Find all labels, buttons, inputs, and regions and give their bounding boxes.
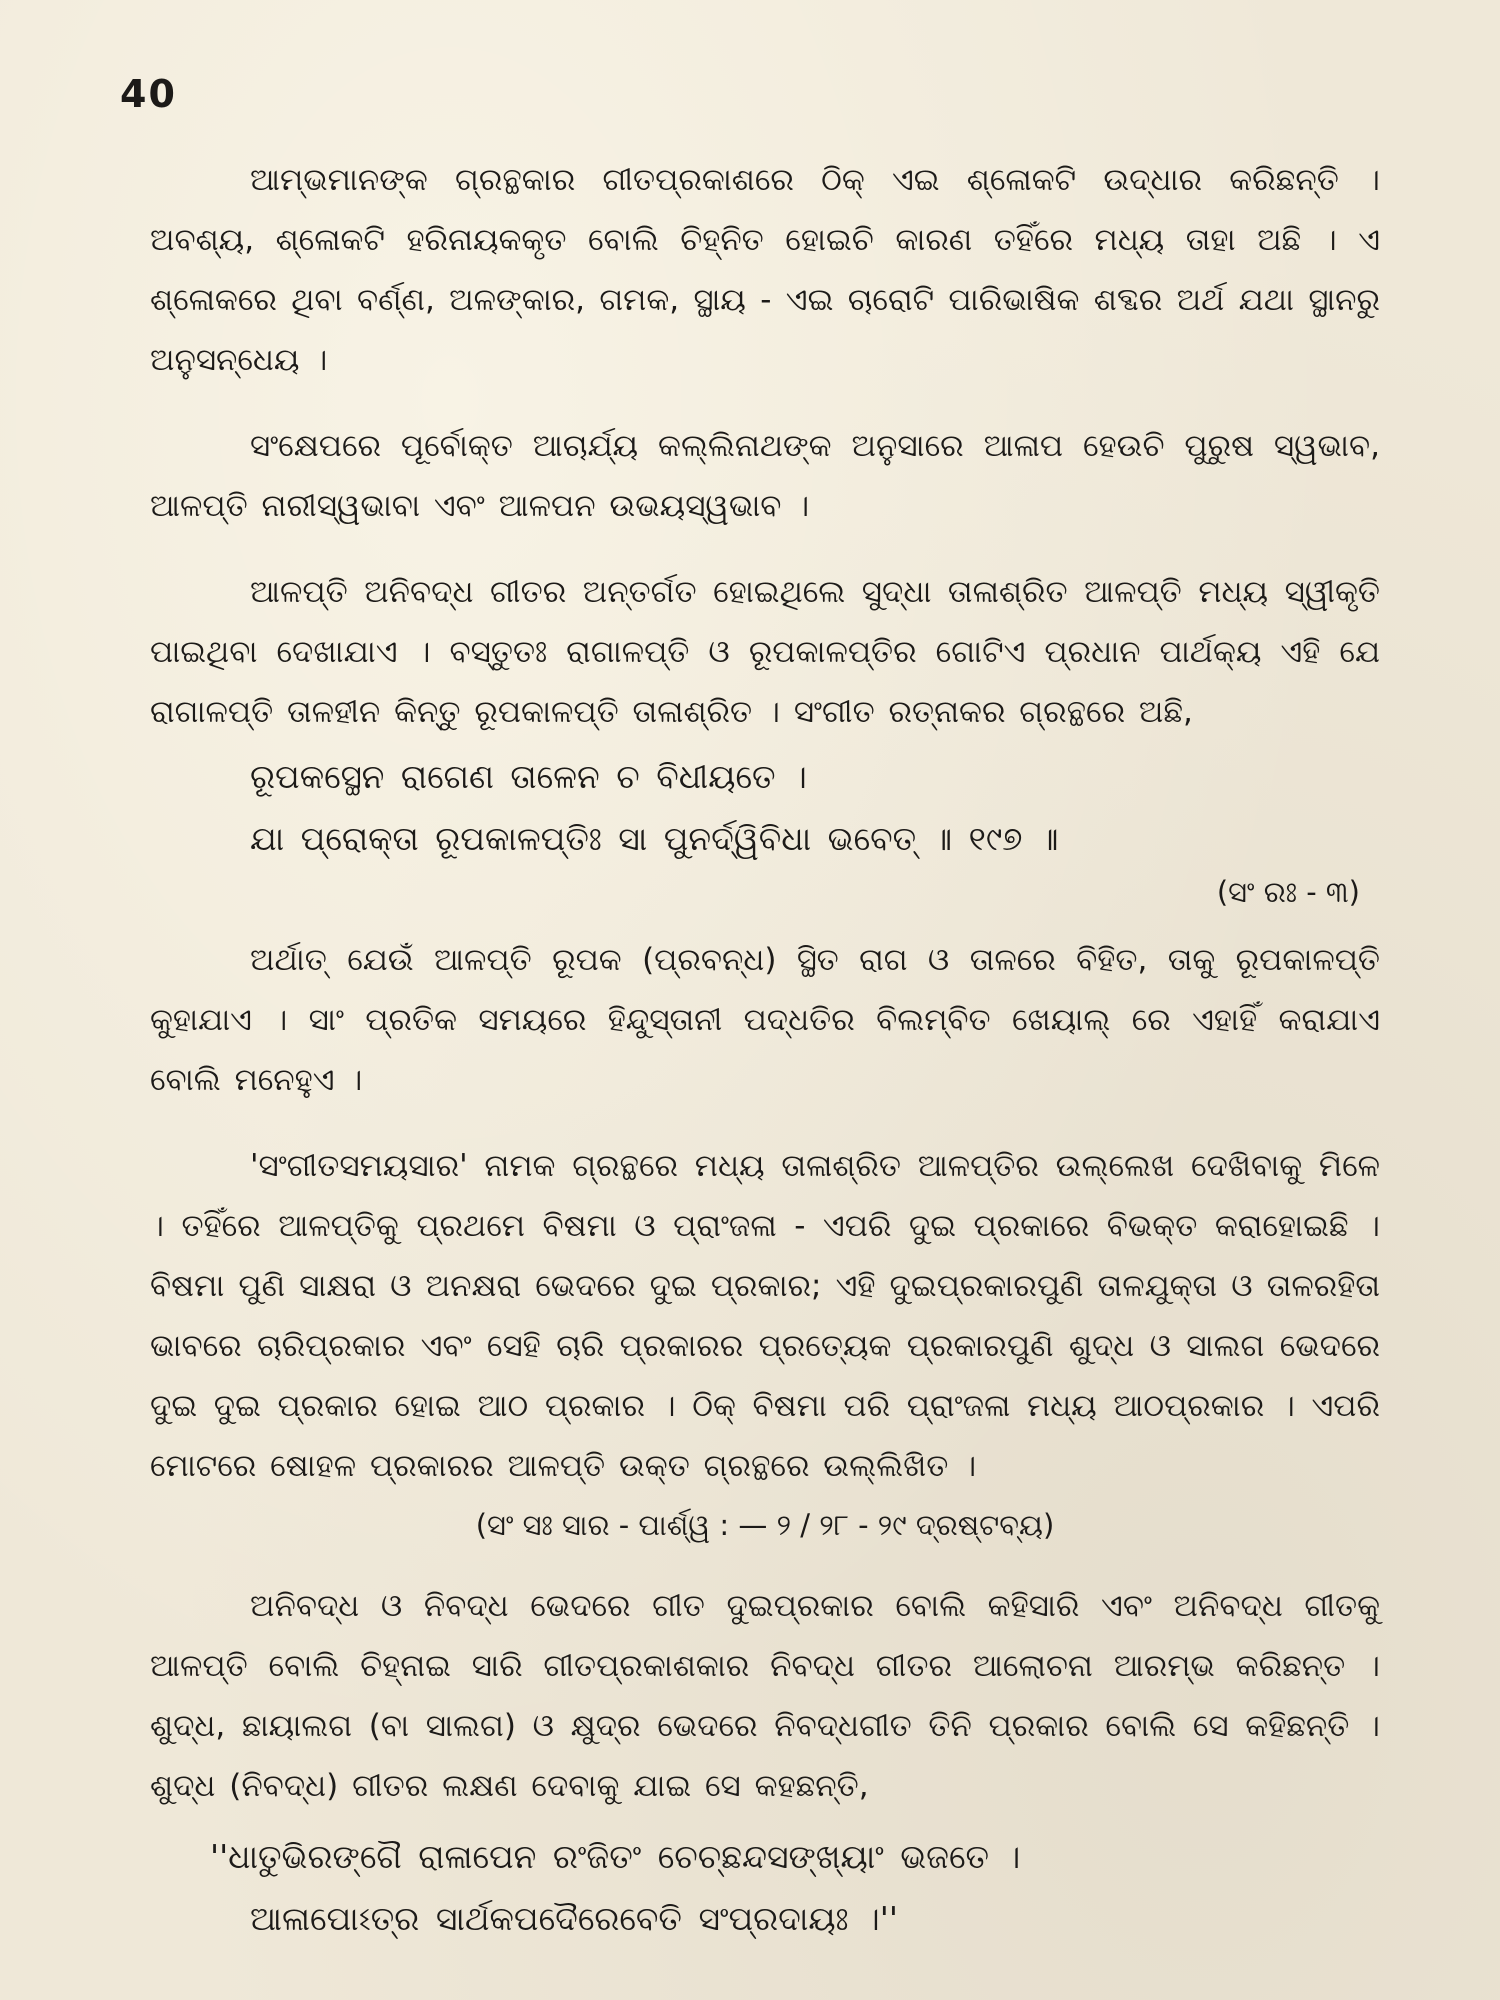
verse-2-line-1: ''ଧାତୁଭିରଙ୍ଗୈ ରାଳାପେନ ରଂଜିତଂ ଚେଚ୍ଛନ୍ଦସଙ୍ଖ୍ୟାଂ ଭଜତେ । xyxy=(210,1837,1021,1876)
paragraph-2: ସଂକ୍ଷେପରେ ପୂର୍ବୋକ୍ତ ଆଚାର୍ଯ୍ୟ କଲ୍ଲିନାଥଙ୍କ ଅନୁସାରେ ଆଳାପ ହେଉଚି ପୁରୁଷ ସ୍ୱଭାବ, ଆଳପ୍ତି ନାରୀସ୍ୱଭାବା ଏବଂ ଆଳପନ ଉଭୟସ୍ୱଭାବ । xyxy=(150,428,1380,524)
paragraph-6: ଅନିବଦ୍ଧ ଓ ନିବଦ୍ଧ ଭେଦରେ ଗୀତ ଦୁଇପ୍ରକାର ବୋଲି କହିସାରି ଏବଂ ଅନିବଦ୍ଧ ଗୀତକୁ ଆଳପ୍ତି ବୋଲି ଚିହ୍ନାଇ ସାରି ଗୀତପ୍ରକାଶକାର ନିବଦ୍ଧ ଗୀତର ଆଲୋଚନା ଆରମ୍ଭ କରିଛନ୍ତ । ଶୁଦ୍ଧ, ଛାୟାଲଗ (ବା ସାଲଗ) ଓ କ୍ଷୁଦ୍ର ଭେଦରେ ନିବଦ୍ଧଗୀତ ତିନି ପ୍ରକାର ବୋଲି ସେ କହିଛନ୍ତି । ଶୁଦ୍ଧ (ନିବଦ୍ଧ) ଗୀତର ଲକ୍ଷଣ ଦେବାକୁ ଯାଇ ସେ କହଛନ୍ତି, xyxy=(150,1588,1380,1804)
paragraph-1: ଆମ୍ଭମାନଙ୍କ ଗ୍ରନ୍ଥକାର ଗୀତପ୍ରକାଶରେ ଠିକ୍ ଏଇ ଶ୍ଳୋକଟି ଉଦ୍ଧାର କରିଛନ୍ତି । ଅବଶ୍ୟ, ଶ୍ଳୋକଟି ହରିନାୟକକୃତ ବୋଲି ଚିହ୍ନିତ ହୋଇଚି କାରଣ ତହିଁରେ ମଧ୍ୟ ତାହା ଅଛି । ଏ ଶ୍ଳୋକରେ ଥିବା ବର୍ଣ୍ଣ, ଅଳଙ୍କାର, ଗମକ, ସ୍ଥାୟ - ଏଇ ଚାରୋଟି ପାରିଭାଷିକ ଶବ୍ଦର ଅର୍ଥ ଯଥା ସ୍ଥାନରୁ ଅନୁସନ୍ଧେୟ । xyxy=(150,162,1380,378)
verse-1-line-1: ରୂପକସ୍ଥେନ ରାଗେଣ ତାଳେନ ଚ ବିଧୀୟତେ । xyxy=(250,757,807,796)
verse-1-reference: (ସଂ ରଃ - ୩) xyxy=(1216,875,1360,909)
verse-2-line-2: ଆଳାପୋଽତ୍ର ସାର୍ଥକପଦୈରେବେତି ସଂପ୍ରଦାୟଃ ।'' xyxy=(250,1899,898,1938)
page-number: 40 xyxy=(120,72,177,116)
page-body xyxy=(150,150,1380,1950)
verse-1-line-2: ଯା ପ୍ରୋକ୍ତା ରୂପକାଳପ୍ତିଃ ସା ପୁନର୍ଦ୍ୱିବିଧା ଭବେତ୍ ॥ ୧୯୭ ॥ xyxy=(250,819,1059,858)
paragraph-5-reference: (ସଂ ସଃ ସାର - ପାର୍ଶ୍ୱ : — ୨ / ୨୮ - ୨୯ ଦ୍ରଷ୍ଟବ୍ୟ) xyxy=(475,1508,1055,1542)
paragraph-3: ଆଳପ୍ତି ଅନିବଦ୍ଧ ଗୀତର ଅନ୍ତର୍ଗତ ହୋଇଥିଲେ ସୁଦ୍ଧା ତାଳାଶ୍ରିତ ଆଳପ୍ତି ମଧ୍ୟ ସ୍ୱୀକୃତି ପାଇଥିବା ଦେଖାଯାଏ । ବସ୍ତୁତଃ ରାଗାଳପ୍ତି ଓ ରୂପକାଳପ୍ତିର ଗୋଟିଏ ପ୍ରଧାନ ପାର୍ଥକ୍ୟ ଏହି ଯେ ରାଗାଳପ୍ତି ତାଳହୀନ କିନ୍ତୁ ରୂପକାଳପ୍ତି ତାଳାଶ୍ରିତ । ସଂଗୀତ ରତ୍ନାକର ଗ୍ରନ୍ଥରେ ଅଛି, xyxy=(150,574,1380,730)
paragraph-5: 'ସଂଗୀତସମୟସାର' ନାମକ ଗ୍ରନ୍ଥରେ ମଧ୍ୟ ତାଳାଶ୍ରିତ ଆଳପ୍ତିର ଉଲ୍ଲେଖ ଦେଖିବାକୁ ମିଳେ । ତହିଁରେ ଆଳପ୍ତିକୁ ପ୍ରଥମେ ବିଷମା ଓ ପ୍ରାଂଜଳା - ଏପରି ଦୁଇ ପ୍ରକାରେ ବିଭକ୍ତ କରାହୋଇଛି । ବିଷମା ପୁଣି ସାକ୍ଷରା ଓ ଅନକ୍ଷରା ଭେଦରେ ଦୁଇ ପ୍ରକାର; ଏହି ଦୁଇପ୍ରକାରପୁଣି ତାଳଯୁକ୍ତା ଓ ତାଳରହିତା ଭାବରେ ଚାରିପ୍ରକାର ଏବଂ ସେହି ଚାରି ପ୍ରକାରର ପ୍ରତ୍ୟେକ ପ୍ରକାରପୁଣି ଶୁଦ୍ଧ ଓ ସାଲଗ ଭେଦରେ ଦୁଇ ଦୁଇ ପ୍ରକାର ହୋଇ ଆଠ ପ୍ରକାର । ଠିକ୍ ବିଷମା ପରି ପ୍ରାଂଜଳା ମଧ୍ୟ ଆଠପ୍ରକାର । ଏପରି ମୋଟରେ ଷୋହଳ ପ୍ରକାରର ଆଳପ୍ତି ଉକ୍ତ ଗ୍ରନ୍ଥରେ ଉଲ୍ଲିଖିତ । xyxy=(150,1148,1380,1484)
paragraph-4: ଅର୍ଥାତ୍ ଯେଉଁ ଆଳପ୍ତି ରୂପକ (ପ୍ରବନ୍ଧ) ସ୍ଥିତ ରାଗ ଓ ତାଳରେ ବିହିତ, ତାକୁ ରୂପକାଳପ୍ତି କୁହାଯାଏ । ସାଂ ପ୍ରତିକ ସମୟରେ ହିନ୍ଦୁସ୍ତାନୀ ପଦ୍ଧତିର ବିଲମ୍ବିତ ଖେୟାଲ୍ ରେ ଏହାହିଁ କରାଯାଏ ବୋଲି ମନେହୁଏ । xyxy=(150,942,1380,1098)
